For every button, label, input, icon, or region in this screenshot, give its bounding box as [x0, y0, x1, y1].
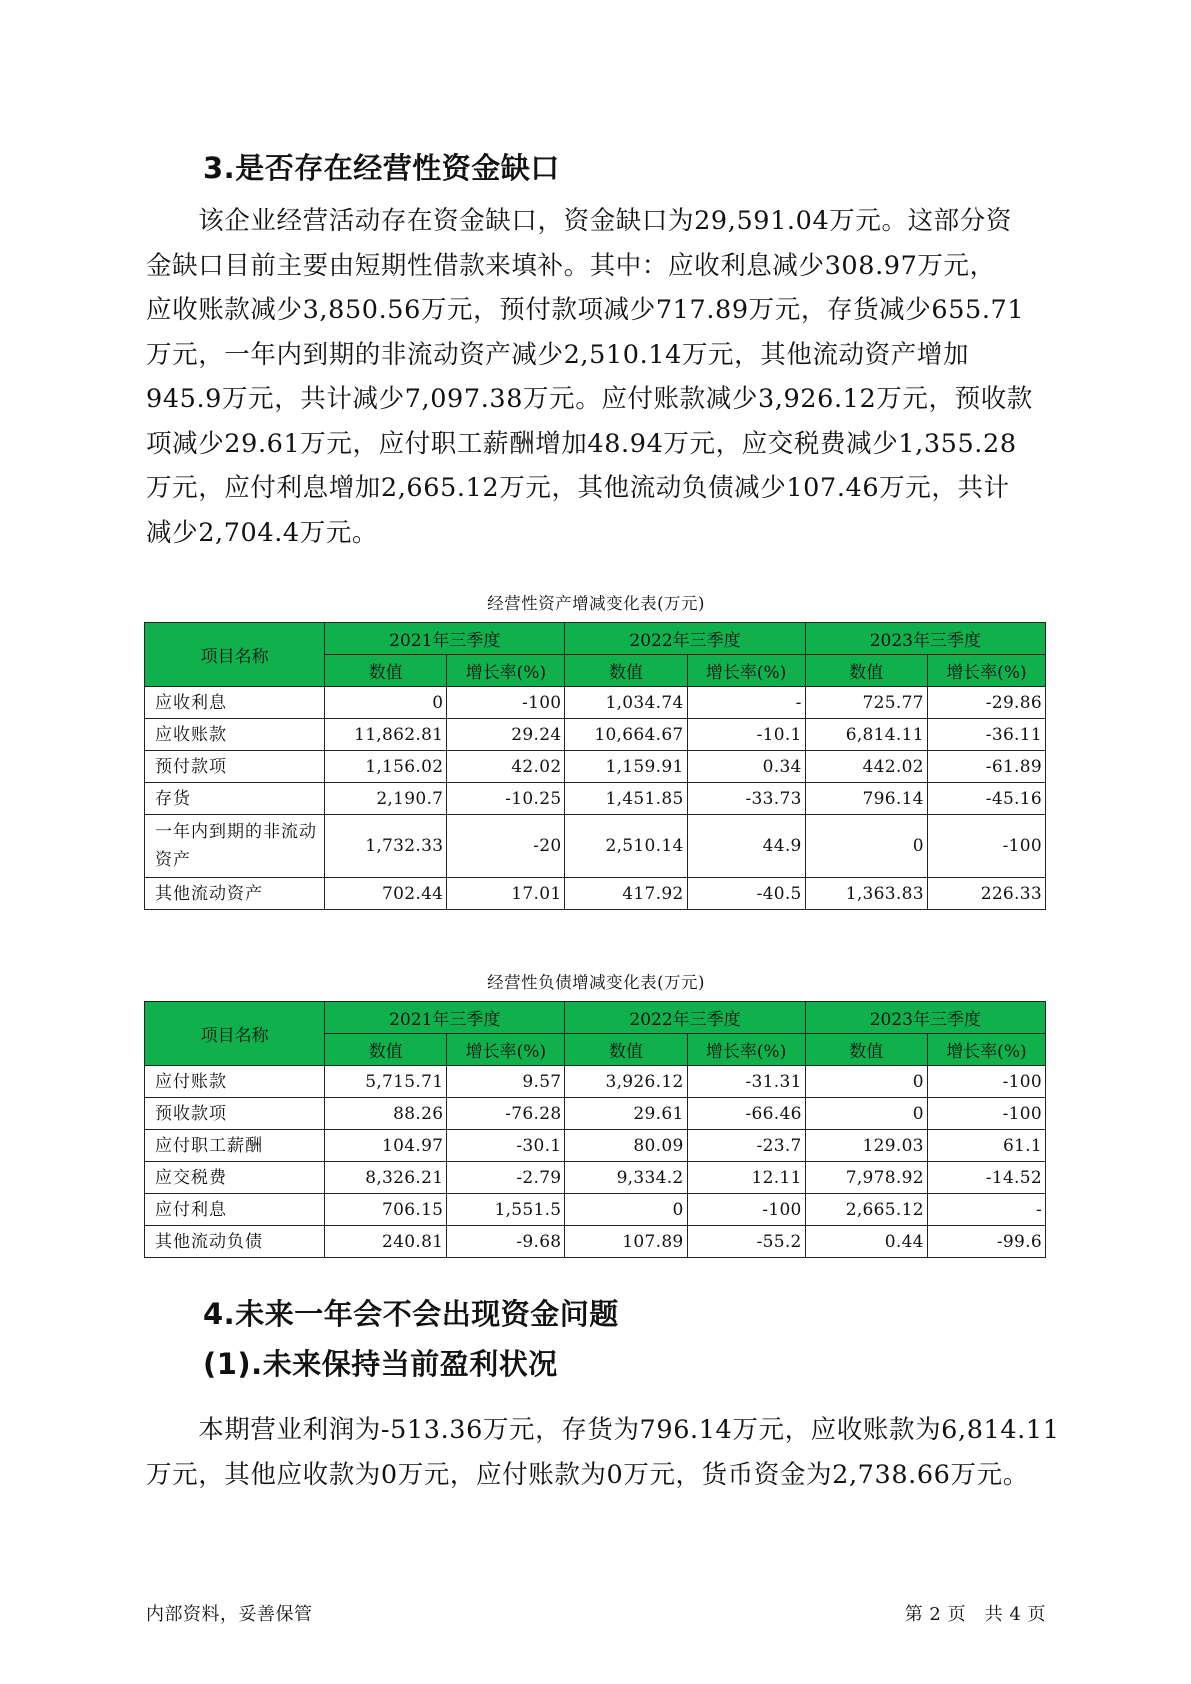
header-period: 2021年三季度: [325, 1002, 565, 1034]
cell-value: 725.77: [805, 687, 927, 719]
cell-value: 2,510.14: [565, 815, 687, 878]
cell-growth-rate: -10.25: [447, 783, 565, 815]
cell-value: 1,159.91: [565, 751, 687, 783]
table-row: [145, 1098, 1046, 1130]
paragraph-line: 项减少29.61万元，应付职工薪酬增加48.94万元，应交税费减少1,355.28: [146, 428, 1017, 459]
cell-growth-rate: 42.02: [447, 751, 565, 783]
cell-value: 2,190.7: [325, 783, 447, 815]
cell-growth-rate: -100: [927, 1066, 1045, 1098]
row-item-name: 存货: [145, 783, 325, 815]
table-row: [145, 719, 1046, 751]
cell-value: 10,664.67: [565, 719, 687, 751]
table-row: [145, 1130, 1046, 1162]
cell-growth-rate: -99.6: [927, 1226, 1045, 1258]
cell-value: 796.14: [805, 783, 927, 815]
cell-growth-rate: -61.89: [927, 751, 1045, 783]
cell-value: 0: [805, 815, 927, 878]
cell-growth-rate: 61.1: [927, 1130, 1045, 1162]
table-row: [145, 1226, 1046, 1258]
header-rate: 增长率(%): [687, 655, 805, 687]
cell-growth-rate: -66.46: [687, 1098, 805, 1130]
cell-growth-rate: -31.31: [687, 1066, 805, 1098]
cell-value: 80.09: [565, 1130, 687, 1162]
cell-growth-rate: 29.24: [447, 719, 565, 751]
table-row: [145, 783, 1046, 815]
row-item-name: 其他流动负债: [145, 1226, 325, 1258]
row-item-name: 应交税费: [145, 1162, 325, 1194]
cell-value: 6,814.11: [805, 719, 927, 751]
row-item-name: 其他流动资产: [145, 878, 325, 910]
table-row: [145, 878, 1046, 910]
row-item-name: 一年内到期的非流动资产: [145, 815, 325, 878]
cell-growth-rate: -100: [687, 1194, 805, 1226]
profit-paragraph: [146, 1408, 1060, 1497]
header-period: 2022年三季度: [565, 623, 805, 655]
cell-growth-rate: -40.5: [687, 878, 805, 910]
cell-value: 240.81: [325, 1226, 447, 1258]
cell-growth-rate: -23.7: [687, 1130, 805, 1162]
header-value: 数值: [805, 655, 927, 687]
cell-value: 9,334.2: [565, 1162, 687, 1194]
row-item-name: 应付账款: [145, 1066, 325, 1098]
paragraph-line: 减少2,704.4万元。: [146, 517, 379, 548]
header-period: 2023年三季度: [805, 1002, 1045, 1034]
paragraph-line: 金缺口目前主要由短期性借款来填补。其中：应收利息减少308.97万元，: [146, 250, 996, 281]
table-row: [145, 687, 1046, 719]
cell-growth-rate: 44.9: [687, 815, 805, 878]
cell-value: 706.15: [325, 1194, 447, 1226]
cell-growth-rate: -2.79: [447, 1162, 565, 1194]
table-row: [145, 815, 1046, 878]
header-value: 数值: [325, 1034, 447, 1066]
cell-growth-rate: 0.34: [687, 751, 805, 783]
cell-value: 104.97: [325, 1130, 447, 1162]
row-item-name: 应收账款: [145, 719, 325, 751]
cell-growth-rate: -10.1: [687, 719, 805, 751]
cell-growth-rate: -76.28: [447, 1098, 565, 1130]
row-item-name: 应付职工薪酬: [145, 1130, 325, 1162]
row-item-name: 预收款项: [145, 1098, 325, 1130]
cell-growth-rate: 17.01: [447, 878, 565, 910]
cell-growth-rate: 1,551.5: [447, 1194, 565, 1226]
subsection-heading-profit: (1).未来保持当前盈利状况: [203, 1347, 558, 1381]
cell-growth-rate: -29.86: [927, 687, 1045, 719]
cell-value: 0: [325, 687, 447, 719]
cell-value: 3,926.12: [565, 1066, 687, 1098]
cell-growth-rate: -100: [927, 1098, 1045, 1130]
cell-value: 29.61: [565, 1098, 687, 1130]
paragraph-line: 该企业经营活动存在资金缺口，资金缺口为29,591.04万元。这部分资: [146, 206, 1012, 236]
assets-table-body: [145, 687, 1046, 910]
cell-value: 129.03: [805, 1130, 927, 1162]
cell-growth-rate: 226.33: [927, 878, 1045, 910]
cell-growth-rate: -30.1: [447, 1130, 565, 1162]
table-row: [145, 1162, 1046, 1194]
header-rate: 增长率(%): [687, 1034, 805, 1066]
row-item-name: 应付利息: [145, 1194, 325, 1226]
assets-table-caption: 经营性资产增减变化表(万元): [487, 594, 705, 613]
cell-growth-rate: 12.11: [687, 1162, 805, 1194]
table-row: [145, 1066, 1046, 1098]
header-period: 2022年三季度: [565, 1002, 805, 1034]
cell-growth-rate: -: [927, 1194, 1045, 1226]
cell-growth-rate: -100: [447, 687, 565, 719]
table-row: [145, 751, 1046, 783]
cell-value: 702.44: [325, 878, 447, 910]
header-rate: 增长率(%): [447, 1034, 565, 1066]
paragraph-line: 万元，应付利息增加2,665.12万元，其他流动负债减少107.46万元，共计: [146, 473, 1010, 503]
cell-value: 2,665.12: [805, 1194, 927, 1226]
cell-value: 0: [805, 1066, 927, 1098]
cell-growth-rate: -: [687, 687, 805, 719]
cell-growth-rate: -55.2: [687, 1226, 805, 1258]
cell-value: 107.89: [565, 1226, 687, 1258]
header-item-name: 项目名称: [145, 623, 325, 687]
cell-value: 1,363.83: [805, 878, 927, 910]
header-rate: 增长率(%): [927, 655, 1045, 687]
header-rate: 增长率(%): [927, 1034, 1045, 1066]
paragraph-line: 万元，一年内到期的非流动资产减少2,510.14万元，其他流动资产增加: [146, 339, 970, 370]
cell-value: 7,978.92: [805, 1162, 927, 1194]
cell-growth-rate: -100: [927, 815, 1045, 878]
header-period: 2023年三季度: [805, 623, 1045, 655]
cell-value: 1,034.74: [565, 687, 687, 719]
cell-growth-rate: -33.73: [687, 783, 805, 815]
header-value: 数值: [805, 1034, 927, 1066]
section-heading-funding-gap: 3.是否存在经营性资金缺口: [203, 151, 560, 185]
cell-growth-rate: -14.52: [927, 1162, 1045, 1194]
cell-value: 8,326.21: [325, 1162, 447, 1194]
paragraph-line: 万元，其他应收款为0万元，应付账款为0万元，货币资金为2,738.66万元。: [146, 1459, 1029, 1490]
section-heading-future: 4.未来一年会不会出现资金问题: [203, 1297, 619, 1331]
paragraph-line: 945.9万元，共计减少7,097.38万元。应付账款减少3,926.12万元，预收款: [146, 384, 1033, 414]
header-rate: 增长率(%): [447, 655, 565, 687]
cell-value: 1,451.85: [565, 783, 687, 815]
cell-value: 11,862.81: [325, 719, 447, 751]
row-item-name: 应收利息: [145, 687, 325, 719]
cell-growth-rate: -45.16: [927, 783, 1045, 815]
cell-value: 442.02: [805, 751, 927, 783]
cell-growth-rate: 9.57: [447, 1066, 565, 1098]
header-period: 2021年三季度: [325, 623, 565, 655]
row-item-name: 预付款项: [145, 751, 325, 783]
table-row: [145, 1194, 1046, 1226]
cell-growth-rate: -9.68: [447, 1226, 565, 1258]
header-item-name: 项目名称: [145, 1002, 325, 1066]
cell-growth-rate: -36.11: [927, 719, 1045, 751]
header-value: 数值: [565, 1034, 687, 1066]
cell-value: 0: [805, 1098, 927, 1130]
cell-value: 1,156.02: [325, 751, 447, 783]
cell-value: 0.44: [805, 1226, 927, 1258]
cell-value: 1,732.33: [325, 815, 447, 878]
liabilities-table-caption: 经营性负债增减变化表(万元): [487, 973, 705, 992]
cell-growth-rate: -20: [447, 815, 565, 878]
footer-confidential-note: 内部资料，妥善保管: [146, 1604, 313, 1625]
funding-gap-paragraph: [146, 199, 1046, 555]
paragraph-line: 本期营业利润为-513.36万元，存货为796.14万元，应收账款为6,814.11: [146, 1415, 1060, 1445]
operating-assets-table: [144, 622, 1046, 910]
header-value: 数值: [325, 655, 447, 687]
cell-value: 5,715.71: [325, 1066, 447, 1098]
liabilities-table-body: [145, 1066, 1046, 1258]
paragraph-line: 应收账款减少3,850.56万元，预付款项减少717.89万元，存货减少655.71: [146, 295, 1025, 325]
header-value: 数值: [565, 655, 687, 687]
cell-value: 417.92: [565, 878, 687, 910]
operating-liabilities-table: [144, 1001, 1046, 1258]
footer-page-number: 第 2 页 共 4 页: [904, 1604, 1046, 1625]
cell-value: 0: [565, 1194, 687, 1226]
cell-value: 88.26: [325, 1098, 447, 1130]
